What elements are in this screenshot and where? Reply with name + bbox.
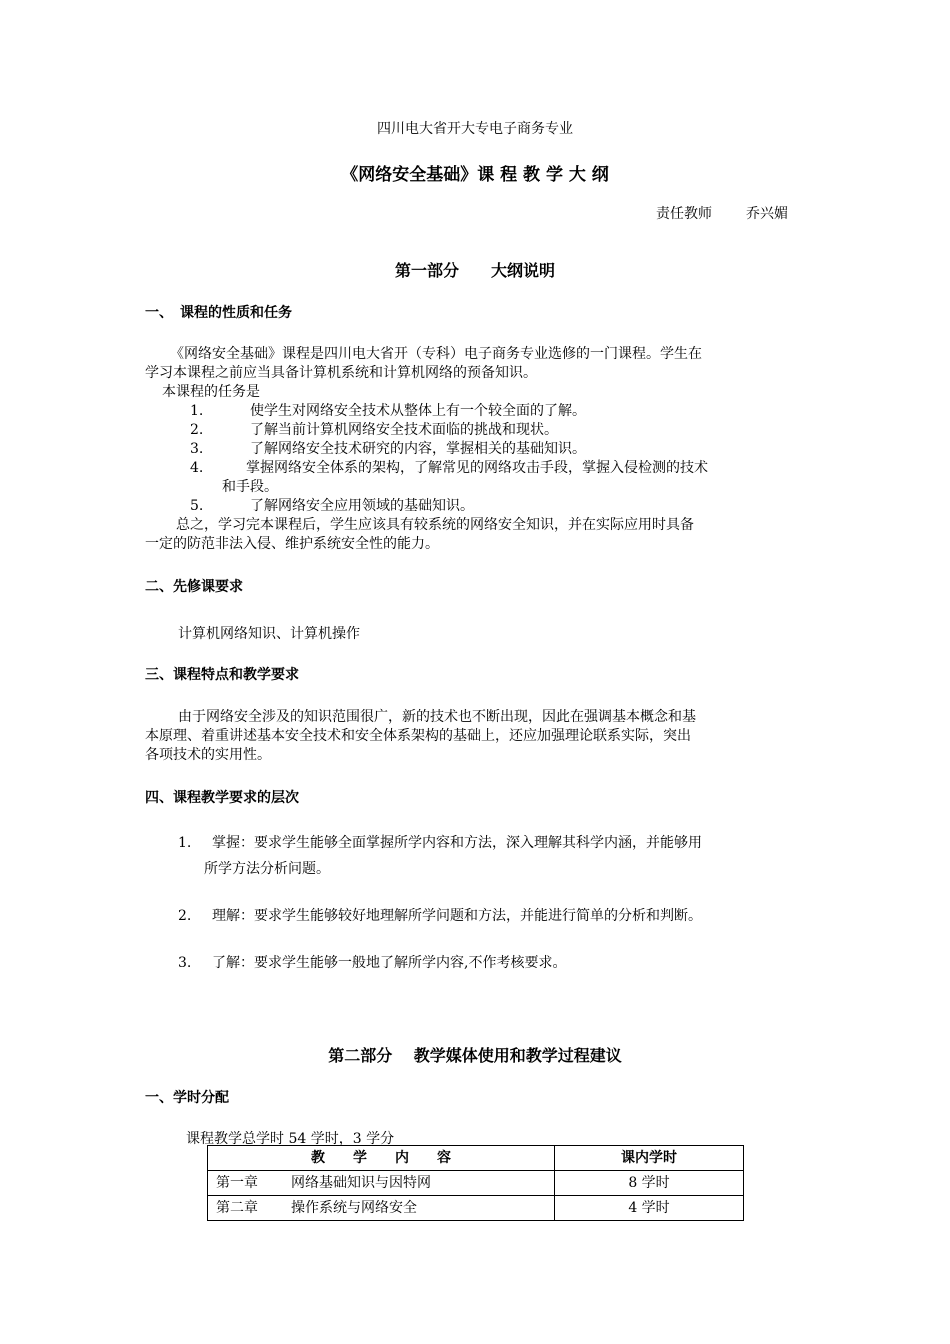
level-item: 1. 掌握：要求学生能够全面掌握所学内容和方法，深入理解其科学内涵，并能够用	[178, 835, 702, 851]
sec3-heading: 三、课程特点和教学要求	[145, 667, 299, 683]
table-header-row	[208, 1146, 744, 1171]
summary-line2: 一定的防范非法入侵、维护系统安全性的能力。	[145, 536, 439, 552]
hours-cell: 8 学时	[555, 1171, 744, 1196]
hours-intro: 课程教学总学时 54 学时，3 学分	[186, 1131, 395, 1147]
task-item: 1. 使学生对网络安全技术从整体上有一个较全面的了解。	[190, 403, 586, 419]
sec1-para-line1: 《网络安全基础》课程是四川电大省开（专科）电子商务专业选修的一门课程。学生在	[170, 346, 702, 362]
sec2-text: 计算机网络知识、计算机操作	[178, 626, 360, 642]
sec1-para-line2: 学习本课程之前应当具备计算机系统和计算机网络的预备知识。	[145, 365, 537, 381]
tasks-intro: 本课程的任务是	[162, 384, 260, 400]
task-item: 5. 了解网络安全应用领域的基础知识。	[190, 498, 474, 514]
part1-heading: 第一部分 大纲说明	[394, 261, 555, 280]
task-item: 3. 了解网络安全技术研究的内容，掌握相关的基础知识。	[190, 441, 586, 457]
chapter-cell: 第一章 网络基础知识与因特网	[208, 1171, 555, 1196]
sec2-heading: 二、先修课要求	[145, 579, 243, 595]
table-row	[208, 1196, 744, 1221]
sec1-heading: 一、 课程的性质和任务	[145, 305, 292, 321]
task-item: 2. 了解当前计算机网络安全技术面临的挑战和现状。	[190, 422, 558, 438]
sec3-line3: 各项技术的实用性。	[145, 747, 271, 763]
summary-line1: 总之，学习完本课程后，学生应该具有较系统的网络安全知识，并在实际应用时具备	[176, 517, 694, 533]
part2-sec1-heading: 一、学时分配	[145, 1090, 229, 1106]
sec3-line2: 本原理、着重讲述基本安全技术和安全体系架构的基础上，还应加强理论联系实际，突出	[145, 728, 691, 744]
teacher-name: 乔兴媚	[746, 206, 788, 222]
level-item-continued: 所学方法分析问题。	[204, 861, 330, 877]
col-header-hours: 课内学时	[555, 1146, 744, 1171]
school-line: 四川电大省开大专电子商务专业	[377, 121, 573, 137]
document-title: 《网络安全基础》课 程 教 学 大 纲	[341, 165, 609, 185]
teacher-label: 责任教师	[656, 206, 712, 222]
level-item: 3. 了解：要求学生能够一般地了解所学内容,不作考核要求。	[178, 955, 567, 971]
part2-heading: 第二部分 教学媒体使用和教学过程建议	[328, 1046, 622, 1065]
task-item: 4. 掌握网络安全体系的架构，了解常见的网络攻击手段，掌握入侵检测的技术	[190, 460, 708, 476]
col-header-content: 教 学 内 容	[208, 1146, 555, 1171]
sec4-heading: 四、课程教学要求的层次	[145, 790, 299, 806]
table-row	[208, 1171, 744, 1196]
chapter-cell: 第二章 操作系统与网络安全	[208, 1196, 555, 1221]
hours-cell: 4 学时	[555, 1196, 744, 1221]
level-item: 2. 理解：要求学生能够较好地理解所学问题和方法，并能进行简单的分析和判断。	[178, 908, 702, 924]
hours-table	[207, 1145, 744, 1221]
sec3-line1: 由于网络安全涉及的知识范围很广，新的技术也不断出现，因此在强调基本概念和基	[178, 709, 696, 725]
task-item-continued: 和手段。	[222, 479, 278, 495]
teacher-info	[656, 203, 788, 223]
